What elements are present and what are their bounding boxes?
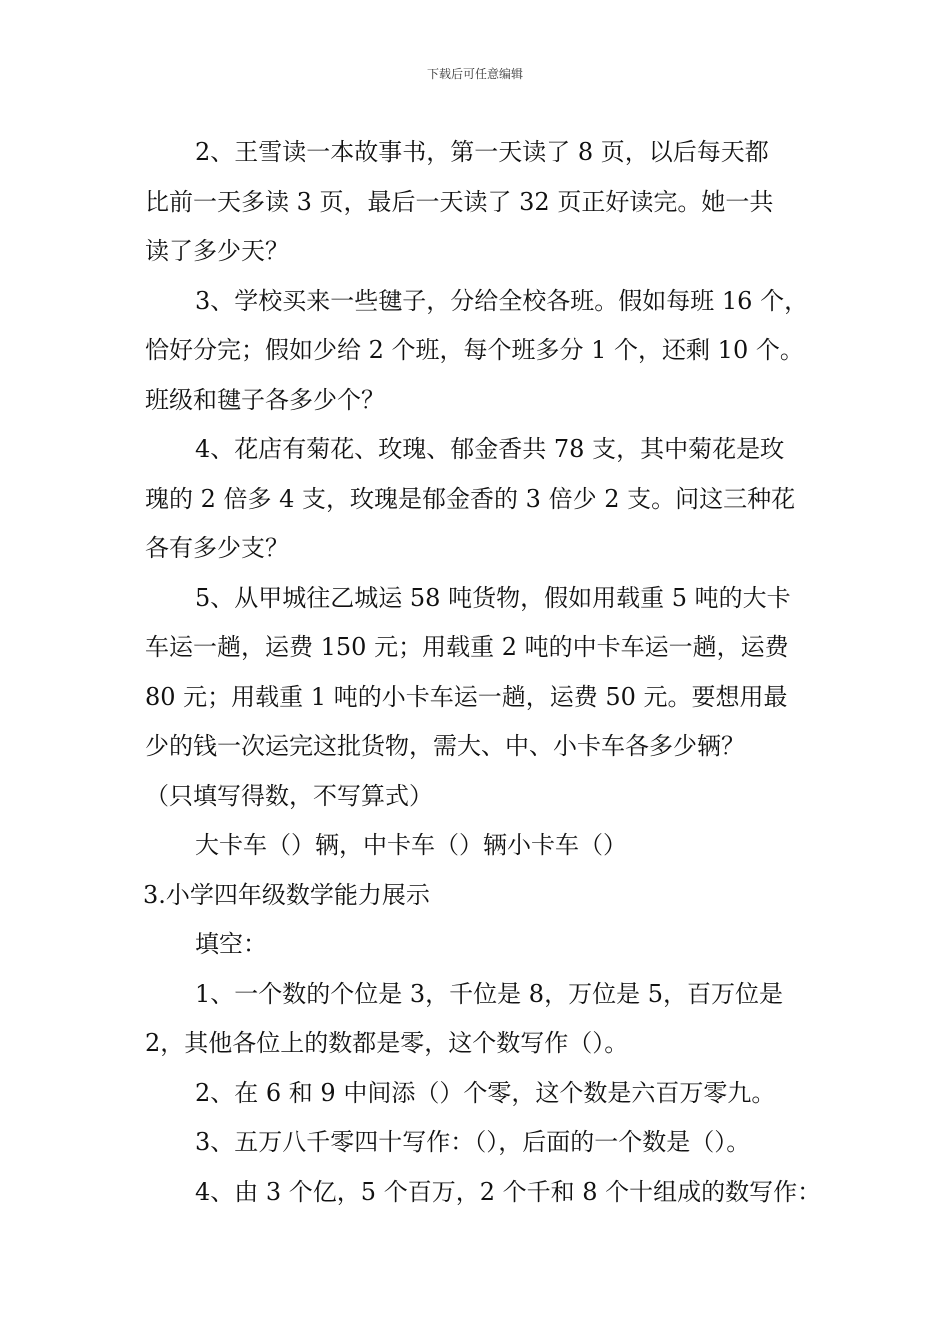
- section-heading: 3.小学四年级数学能力展示: [143, 880, 430, 909]
- text-line: 填空：: [195, 930, 267, 958]
- text-line: 4、花店有菊花、玫瑰、郁金香共 78 支，其中菊花是玫: [195, 435, 785, 463]
- text-line: 各有多少支？: [145, 534, 289, 562]
- page-header: 下载后可任意编辑: [426, 67, 523, 81]
- text-line: 2，其他各位上的数都是零，这个数写作（）。: [145, 1029, 629, 1057]
- text-line: 瑰的 2 倍多 4 支，玫瑰是郁金香的 3 倍少 2 支。问这三种花: [145, 484, 796, 513]
- text-line: 2、在 6 和 9 中间添（）个零，这个数是六百万零九。: [195, 1078, 776, 1107]
- text-line: 恰好分完；假如少给 2 个班，每个班多分 1 个，还剩 10 个。: [145, 336, 804, 364]
- text-line: 80 元；用载重 1 吨的小卡车运一趟，运费 50 元。要想用最: [145, 682, 788, 711]
- text-line: 比前一天多读 3 页，最后一天读了 32 页正好读完。她一共: [145, 187, 774, 216]
- text-line: 车运一趟，运费 150 元；用载重 2 吨的中卡车运一趟，运费: [145, 633, 789, 661]
- text-line: 5、从甲城往乙城运 58 吨货物，假如用载重 5 吨的大卡: [195, 583, 791, 612]
- document-body: [145, 128, 835, 1217]
- text-line: 大卡车（）辆，中卡车（）辆小卡车（）: [195, 831, 627, 859]
- text-line: 2、王雪读一本故事书，第一天读了 8 页，以后每天都: [195, 138, 769, 166]
- text-line: 班级和毽子各多少个？: [145, 385, 385, 414]
- text-line: 3、学校买来一些毽子，分给全校各班。假如每班 16 个，: [195, 286, 809, 315]
- text-line: 4、由 3 个亿，5 个百万，2 个千和 8 个十组成的数写作：: [195, 1177, 822, 1206]
- text-line: 1、一个数的个位是 3，千位是 8，万位是 5，百万位是: [195, 979, 783, 1008]
- text-line: 读了多少天？: [145, 237, 289, 265]
- text-line: 3、五万八千零四十写作：（），后面的一个数是（）。: [195, 1128, 751, 1156]
- text-line: 少的钱一次运完这批货物，需大、中、小卡车各多少辆？: [145, 732, 745, 760]
- text-line: （只填写得数，不写算式）: [145, 781, 433, 810]
